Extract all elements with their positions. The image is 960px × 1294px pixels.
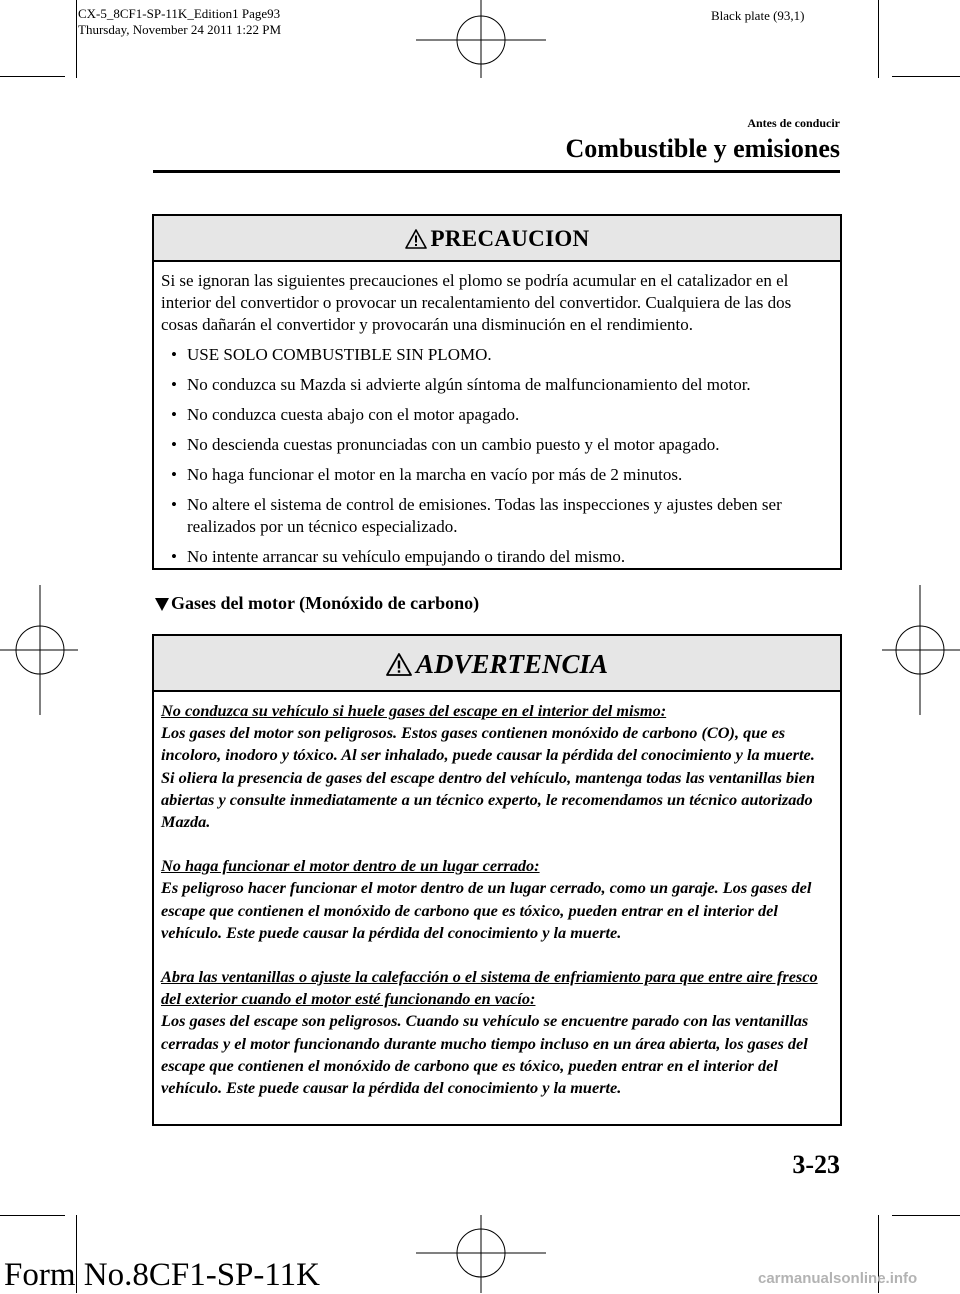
print-info — [78, 6, 281, 38]
bullet: • — [171, 465, 177, 484]
warning-paragraph — [161, 855, 830, 944]
caution-list — [161, 344, 830, 568]
bullet: • — [171, 405, 177, 424]
subsection-title: Gases del motor (Monóxido de carbono) — [171, 593, 480, 613]
list-item: • No conduzca su Mazda si advierte algún síntoma de malfuncionamiento del motor. — [171, 375, 751, 394]
bullet: • — [171, 345, 177, 364]
chapter-title: Antes de conducir — [747, 116, 840, 130]
warning-paragraph — [161, 700, 830, 833]
print-info-file: CX-5_8CF1-SP-11K_Edition1 Page93 — [78, 6, 281, 21]
caution-header — [154, 216, 840, 262]
registration-mark-icon — [882, 585, 960, 715]
warning-text: Los gases del motor son peligrosos. Estos gases contienen monóxido de carbono (CO), que es incoloro, inodoro y tóxico. Al ser inhalado, puede causar la pérdida del conocimiento y la muerte. Si oliera la presencia de gases del escape dentro del vehículo, mantenga todas las ventanillas bien abiertas y consulte inmediatamente a un técnico experto, le recomendamos un técnico autorizado Mazda. — [161, 723, 815, 832]
list-item: • No haga funcionar el motor en la marcha en vacío por más de 2 minutos. — [171, 465, 683, 484]
trim-mark — [0, 76, 65, 77]
registration-mark-icon — [0, 585, 78, 715]
page-number: 3-23 — [792, 1150, 840, 1179]
warning-triangle-icon — [386, 653, 412, 676]
plate-label: Black plate (93,1) — [711, 8, 805, 23]
registration-mark-icon — [416, 0, 546, 78]
warning-text: Es peligroso hacer funcionar el motor dentro de un lugar cerrado, como un garaje. Los gases del escape que contienen el monóxido de carbono que es tóxico, pueden entrar en el interior del vehículo. Este puede causar la pérdida del conocimiento y la muerte. — [161, 878, 812, 942]
warning-text: Los gases del escape son peligrosos. Cuando su vehículo se encuentre parado con las ventanillas cerradas y el motor funcionando durante mucho tiempo incluso en un área abierta, los gases del escape que contienen el monóxido de carbono que es tóxico, pueden entrar en el interior del vehículo. Este puede causar la pérdida del conocimiento y la muerte. — [161, 1011, 809, 1098]
warning-triangle-icon — [405, 229, 427, 249]
watermark: carmanualsonline.info — [758, 1270, 918, 1287]
warning-heading: ADVERTENCIA — [415, 649, 609, 679]
trim-mark — [892, 1215, 960, 1216]
trim-mark — [0, 1215, 65, 1216]
registration-mark-icon — [416, 1215, 546, 1293]
list-item: • USE SOLO COMBUSTIBLE SIN PLOMO. — [171, 345, 492, 364]
list-item: • No conduzca cuesta abajo con el motor apagado. — [171, 405, 520, 424]
trim-mark — [878, 0, 879, 78]
caution-box — [152, 214, 842, 570]
section-title: Combustible y emisiones — [565, 134, 840, 163]
warning-paragraph — [161, 966, 830, 1099]
warning-subheading: No haga funcionar el motor dentro de un lugar cerrado: — [161, 856, 540, 876]
list-item: • No descienda cuestas pronunciadas con un cambio puesto y el motor apagado. — [171, 435, 720, 454]
caution-body — [154, 262, 840, 568]
warning-subheading: No conduzca su vehículo si huele gases del escape en el interior del mismo: — [161, 701, 667, 720]
list-item: • No intente arrancar su vehículo empujando o tirando del mismo. — [171, 547, 626, 566]
bullet: • — [171, 435, 177, 454]
trim-mark — [76, 0, 77, 78]
trim-mark — [892, 76, 960, 77]
print-info-date: Thursday, November 24 2011 1:22 PM — [78, 22, 282, 37]
warning-subheading: Abra las ventanillas o ajuste la calefacción o el sistema de enfriamiento para que entre aire fresco del exterior cuando el motor esté funcionando en vacío: — [161, 967, 818, 1009]
section-rule — [153, 170, 840, 173]
list-item: • No altere el sistema de control de emisiones. Todas las inspecciones y ajustes deben ser realizados por un técnico especializado. — [171, 495, 782, 536]
form-number: Form No.8CF1-SP-11K — [4, 1257, 320, 1293]
warning-body — [154, 692, 840, 1099]
bullet: • — [171, 547, 177, 566]
triangle-marker-icon — [155, 598, 169, 611]
bullet: • — [171, 495, 177, 514]
warning-header — [154, 636, 840, 692]
warning-box — [152, 634, 842, 1126]
caution-intro: Si se ignoran las siguientes precauciones el plomo se podría acumular en el catalizador en el interior del convertidor o provocar un recalentamiento del convertidor. Cualquiera de las dos cosas dañarán el convertidor y provocarán una disminución en el rendimiento. — [161, 271, 792, 334]
caution-heading: PRECAUCION — [430, 226, 590, 251]
bullet: • — [171, 375, 177, 394]
